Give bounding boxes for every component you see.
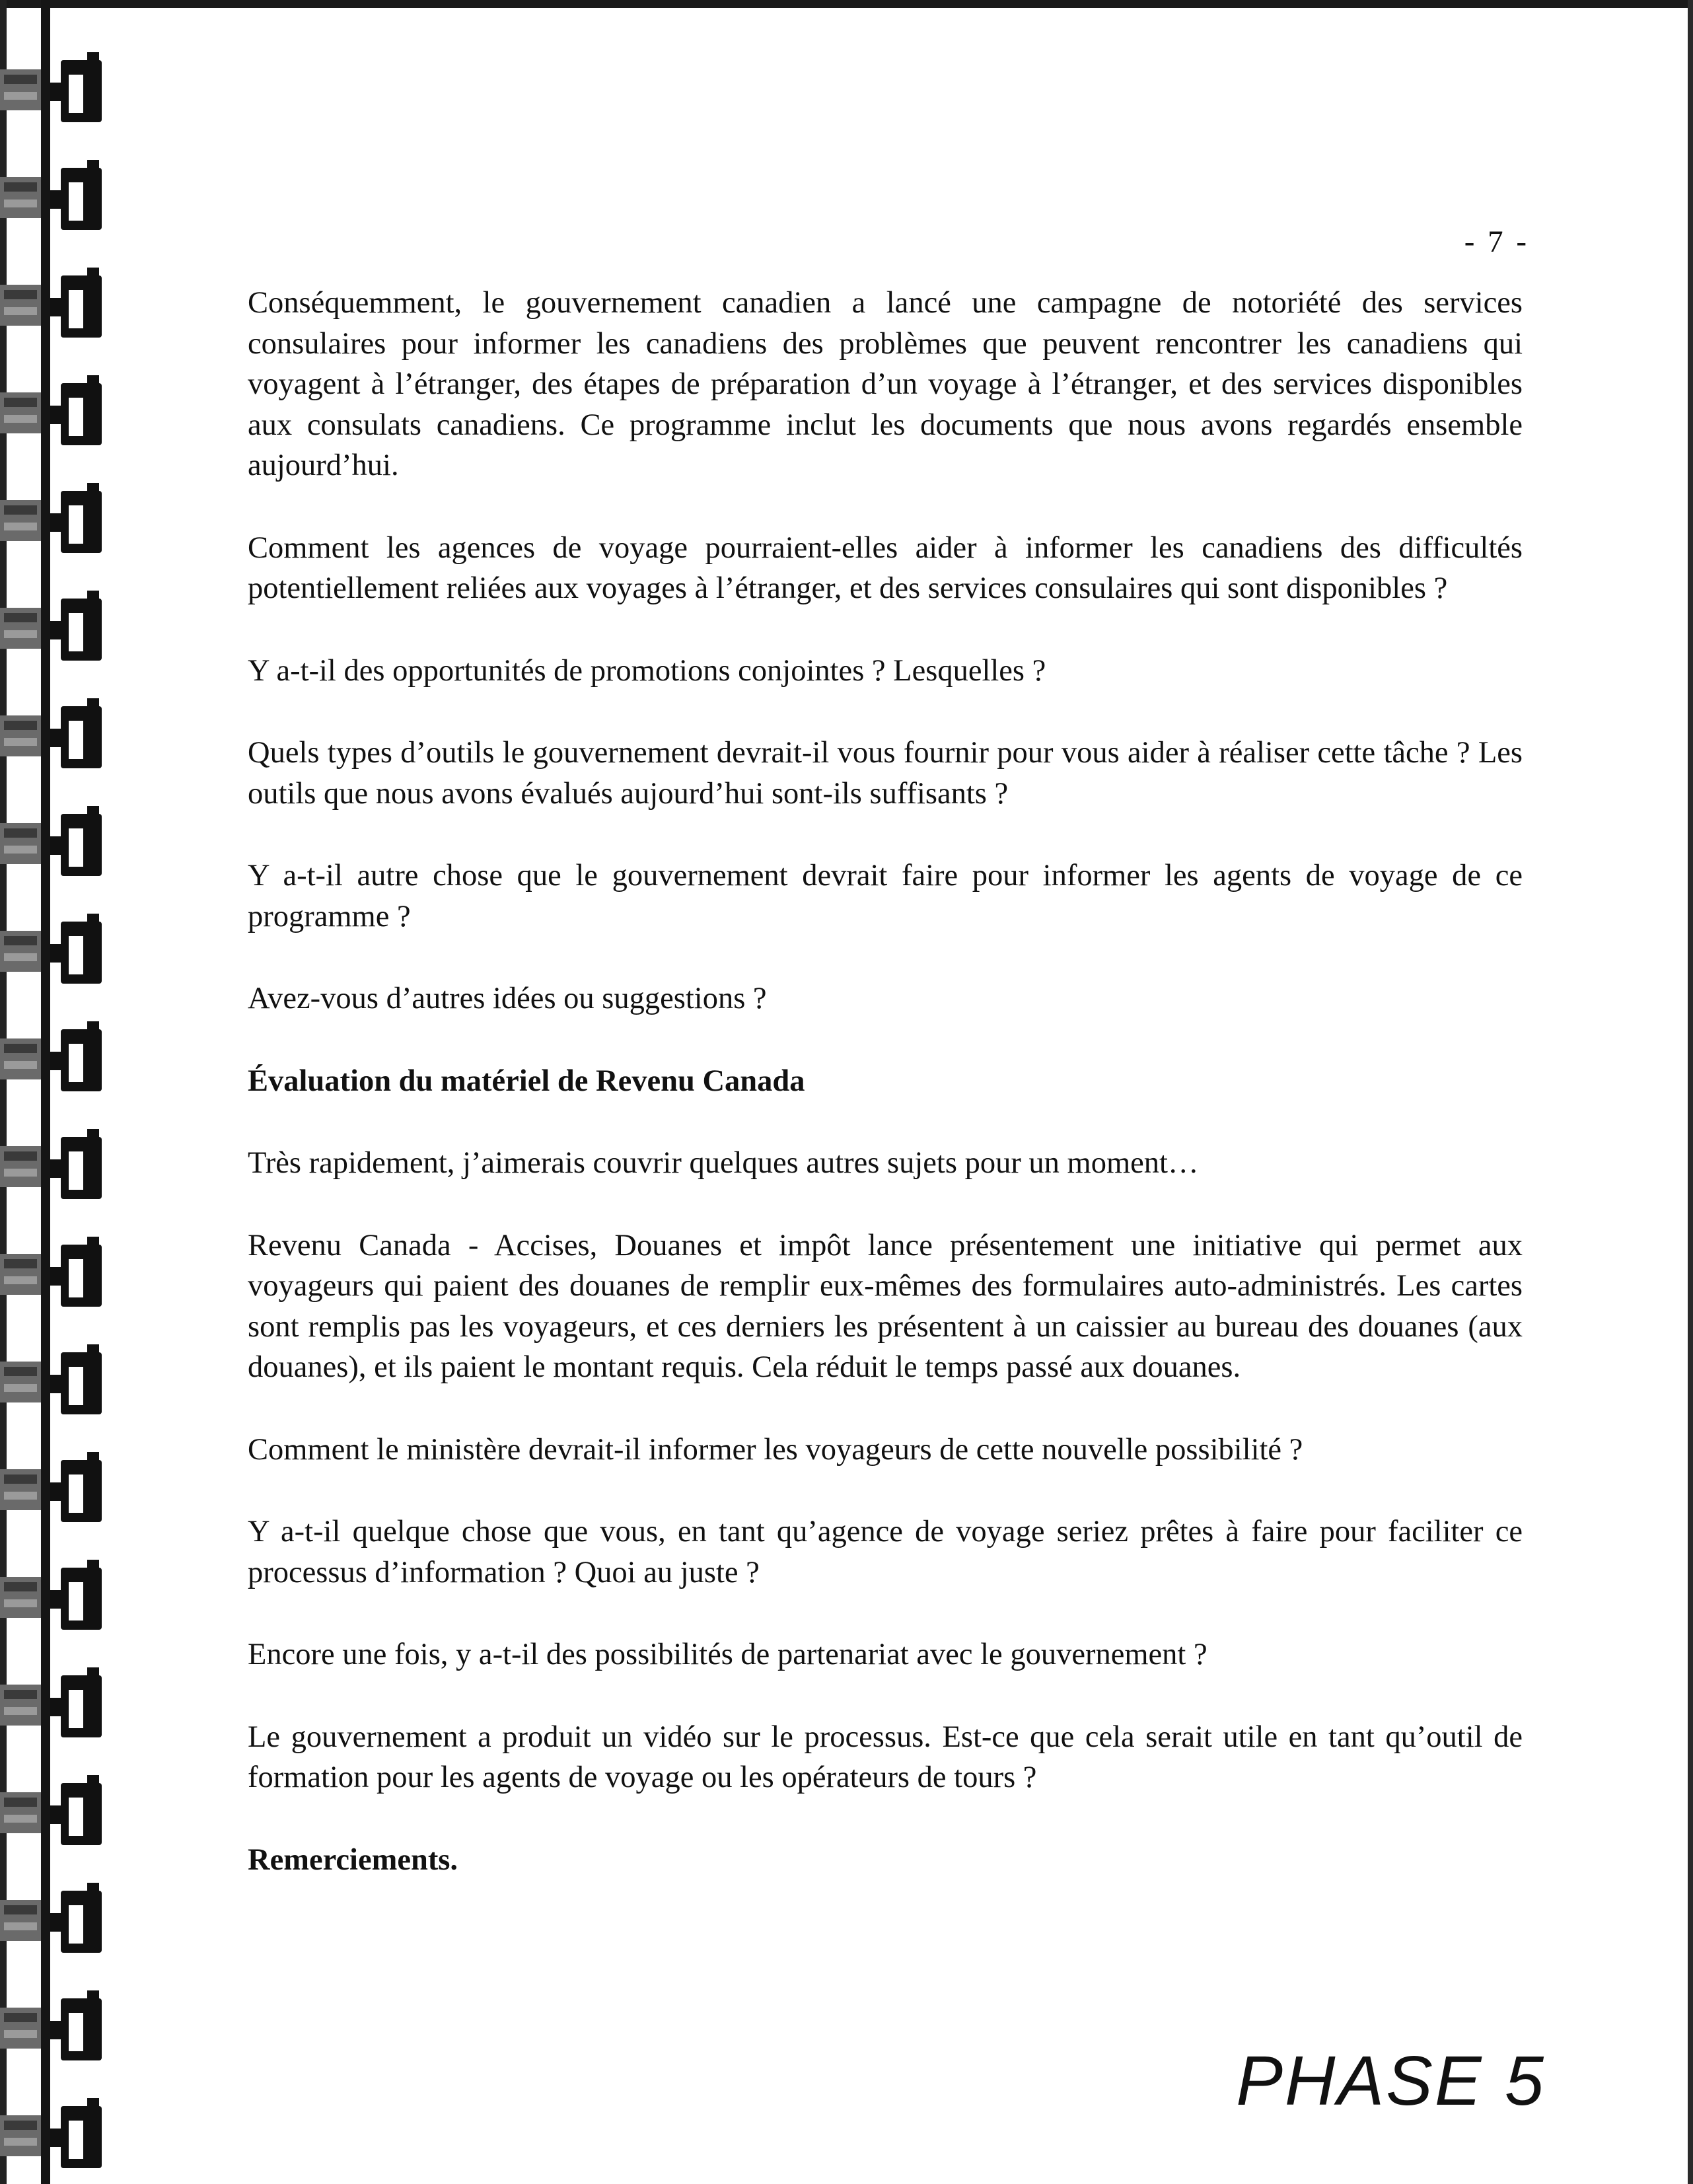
- binding-ring-link: [50, 944, 62, 963]
- binding-ring-gap: [69, 1044, 83, 1082]
- binding-coil-shade: [4, 1582, 37, 1591]
- paragraph-question-partnership: Encore une fois, y a-t-il des possibilités de partenariat avec le gouvernement ?: [248, 1638, 1207, 1671]
- binding-coil-highlight: [4, 1599, 37, 1607]
- binding-ring-hook: [87, 698, 99, 718]
- binding-coil-highlight: [4, 1061, 37, 1069]
- binding-ring-gap: [69, 1798, 83, 1836]
- binding-ring-hook: [87, 160, 99, 180]
- binding-ring-hook: [87, 375, 99, 395]
- paragraph-revenue-initiative: Revenu Canada - Accises, Douanes et impôt lance présentement une initiative qui permet aux voyageurs qui paient des douanes de remplir eux-mêmes des formulaires auto-administrés. Les cartes sont remplis pas les voyageurs, et ces derniers les présentent à un caissier au bureau des douanes (aux douanes), et ils paient le montant requis. Cela réduit le temps passé aux douanes.: [248, 1228, 1523, 1384]
- binding-ring-hook: [87, 1667, 99, 1687]
- binding-coil-highlight: [4, 1707, 37, 1715]
- binding-edge: [0, 0, 7, 2184]
- binding-coil-shade: [4, 1044, 37, 1053]
- binding-coil-highlight: [4, 2030, 37, 2038]
- binding-ring-hook: [87, 914, 99, 933]
- paragraph-campaign-intro: Conséquemment, le gouvernement canadien a lancé une campagne de notoriété des services consulaires pour informer les canadiens des problèmes que peuvent rencontrer les canadiens qui voyagent à l’étranger, des étapes de préparation d’un voyage à l’étranger, et des services disponibles aux consulats canadiens. Ce programme inclut les documents que nous avons regardés ensemble aujourd’hui.: [248, 286, 1523, 482]
- binding-coil-highlight: [4, 523, 37, 530]
- binding-coil-highlight: [4, 2138, 37, 2146]
- binding-ring-link: [50, 1159, 62, 1178]
- binding-ring-hook: [87, 1129, 99, 1149]
- binding-coil-shade: [4, 290, 37, 299]
- binding-spine: [41, 0, 50, 2184]
- binding-ring-link: [50, 298, 62, 316]
- binding-coil-shade: [4, 1690, 37, 1699]
- binding-ring-hook: [87, 1775, 99, 1795]
- binding-ring-link: [50, 836, 62, 855]
- binding-ring-hook: [87, 1560, 99, 1580]
- binding-ring-link: [50, 1590, 62, 1609]
- binding-coil-shade: [4, 75, 37, 84]
- binding-ring-link: [50, 83, 62, 101]
- binding-coil-highlight: [4, 92, 37, 100]
- binding-ring-hook: [87, 1883, 99, 1903]
- binding-ring-gap: [69, 505, 83, 544]
- top-border: [0, 0, 1693, 8]
- paragraph-question-inform-agents: Y a-t-il autre chose que le gouvernement devrait faire pour informer les agents de voyage de ce programme ?: [248, 859, 1523, 933]
- binding-ring-link: [50, 1267, 62, 1286]
- binding-ring-link: [50, 621, 62, 639]
- paragraph-question-promotions: Y a-t-il des opportunités de promotions conjointes ? Lesquelles ?: [248, 653, 1046, 688]
- paragraph-transition: Très rapidement, j’aimerais couvrir quelques autres sujets pour un moment…: [248, 1146, 1199, 1180]
- binding-coil-highlight: [4, 307, 37, 315]
- page-number: - 7 -: [1464, 225, 1529, 259]
- binding-ring-link: [50, 1052, 62, 1070]
- binding-ring-gap: [69, 75, 83, 113]
- binding-ring-gap: [69, 828, 83, 867]
- binding-coil-shade: [4, 2121, 37, 2130]
- paragraph-question-video: Le gouvernement a produit un vidéo sur le processus. Est-ce que cela serait utile en tant qu’outil de formation pour les agents de voyage ou les opérateurs de tours ?: [248, 1720, 1523, 1794]
- binding-ring-gap: [69, 1259, 83, 1297]
- binding-coil-highlight: [4, 1922, 37, 1930]
- binding-ring-gap: [69, 2121, 83, 2159]
- binding-ring-gap: [69, 1474, 83, 1513]
- binding-coil-highlight: [4, 415, 37, 423]
- binding-ring-gap: [69, 1690, 83, 1728]
- binding-ring-gap: [69, 398, 83, 436]
- binding-ring-link: [50, 1482, 62, 1501]
- paragraph-question-ministry: Comment le ministère devrait-il informer les voyageurs de cette nouvelle possibilité ?: [248, 1432, 1303, 1467]
- binding-ring-hook: [87, 1021, 99, 1041]
- binding-ring-link: [50, 2129, 62, 2147]
- binding-ring-gap: [69, 1582, 83, 1620]
- binding-coil-shade: [4, 1367, 37, 1376]
- binding-ring-link: [50, 1913, 62, 1932]
- binding-coil-highlight: [4, 1169, 37, 1177]
- binding-coil-shade: [4, 1798, 37, 1807]
- binding-coil-shade: [4, 1259, 37, 1268]
- binding-ring-hook: [87, 1344, 99, 1364]
- binding-ring-hook: [87, 1990, 99, 2010]
- binding-ring-hook: [87, 268, 99, 287]
- binding-ring-gap: [69, 721, 83, 759]
- binding-ring-hook: [87, 806, 99, 826]
- binding-ring-link: [50, 190, 62, 209]
- binding-ring-hook: [87, 2098, 99, 2118]
- binding-coil-shade: [4, 1151, 37, 1161]
- binding-ring-hook: [87, 1237, 99, 1256]
- binding-coil-shade: [4, 182, 37, 192]
- binding-coil-shade: [4, 1474, 37, 1484]
- closing-thanks: Remerciements.: [248, 1842, 458, 1877]
- binding-ring-link: [50, 1805, 62, 1824]
- section-heading: Évaluation du matériel de Revenu Canada: [248, 1064, 805, 1098]
- binding-ring-link: [50, 2021, 62, 2039]
- right-edge: [1688, 0, 1693, 2184]
- binding-ring-hook: [87, 52, 99, 72]
- binding-coil-shade: [4, 398, 37, 407]
- binding-ring-gap: [69, 1367, 83, 1405]
- binding-coil-shade: [4, 721, 37, 730]
- binding-ring-link: [50, 1698, 62, 1716]
- binding-ring-gap: [69, 936, 83, 974]
- binding-coil-shade: [4, 505, 37, 515]
- binding-coil-highlight: [4, 1384, 37, 1392]
- binding-ring-link: [50, 729, 62, 747]
- binding-ring-gap: [69, 182, 83, 221]
- binding-ring-gap: [69, 2013, 83, 2051]
- binding-coil-shade: [4, 828, 37, 838]
- binding-coil-highlight: [4, 1492, 37, 1500]
- binding-ring-link: [50, 406, 62, 424]
- phase-label: PHASE 5: [1236, 2042, 1546, 2120]
- binding-ring-gap: [69, 1905, 83, 1944]
- binding-coil-highlight: [4, 1276, 37, 1284]
- binding-ring-hook: [87, 1452, 99, 1472]
- spiral-binding: [0, 0, 116, 2184]
- document-body: [248, 283, 1523, 1922]
- paragraph-question-agencies: Comment les agences de voyage pourraient-elles aider à informer les canadiens des difficultés potentiellement reliées aux voyages à l’étranger, et des services consulaires qui sont disponibles ?: [248, 530, 1523, 605]
- binding-coil-shade: [4, 2013, 37, 2022]
- binding-coil-highlight: [4, 630, 37, 638]
- binding-coil-highlight: [4, 953, 37, 961]
- binding-ring-hook: [87, 483, 99, 503]
- binding-coil-highlight: [4, 738, 37, 746]
- binding-ring-link: [50, 1375, 62, 1393]
- binding-ring-gap: [69, 290, 83, 328]
- paragraph-question-tools: Quels types d’outils le gouvernement devrait-il vous fournir pour vous aider à réaliser cette tâche ? Les outils que nous avons évalués aujourd’hui sont-ils suffisants ?: [248, 736, 1523, 811]
- binding-ring-gap: [69, 613, 83, 651]
- binding-coil-highlight: [4, 1815, 37, 1823]
- binding-ring-hook: [87, 591, 99, 610]
- binding-coil-shade: [4, 1905, 37, 1914]
- binding-ring-gap: [69, 1151, 83, 1190]
- binding-coil-highlight: [4, 846, 37, 854]
- binding-coil-highlight: [4, 200, 37, 207]
- binding-coil-shade: [4, 613, 37, 622]
- binding-ring-link: [50, 513, 62, 532]
- binding-coil-shade: [4, 936, 37, 945]
- paragraph-question-agency-help: Y a-t-il quelque chose que vous, en tant qu’agence de voyage seriez prêtes à faire pour faciliter ce processus d’information ? Quoi au juste ?: [248, 1515, 1523, 1589]
- paragraph-question-other-ideas: Avez-vous d’autres idées ou suggestions ?: [248, 982, 767, 1015]
